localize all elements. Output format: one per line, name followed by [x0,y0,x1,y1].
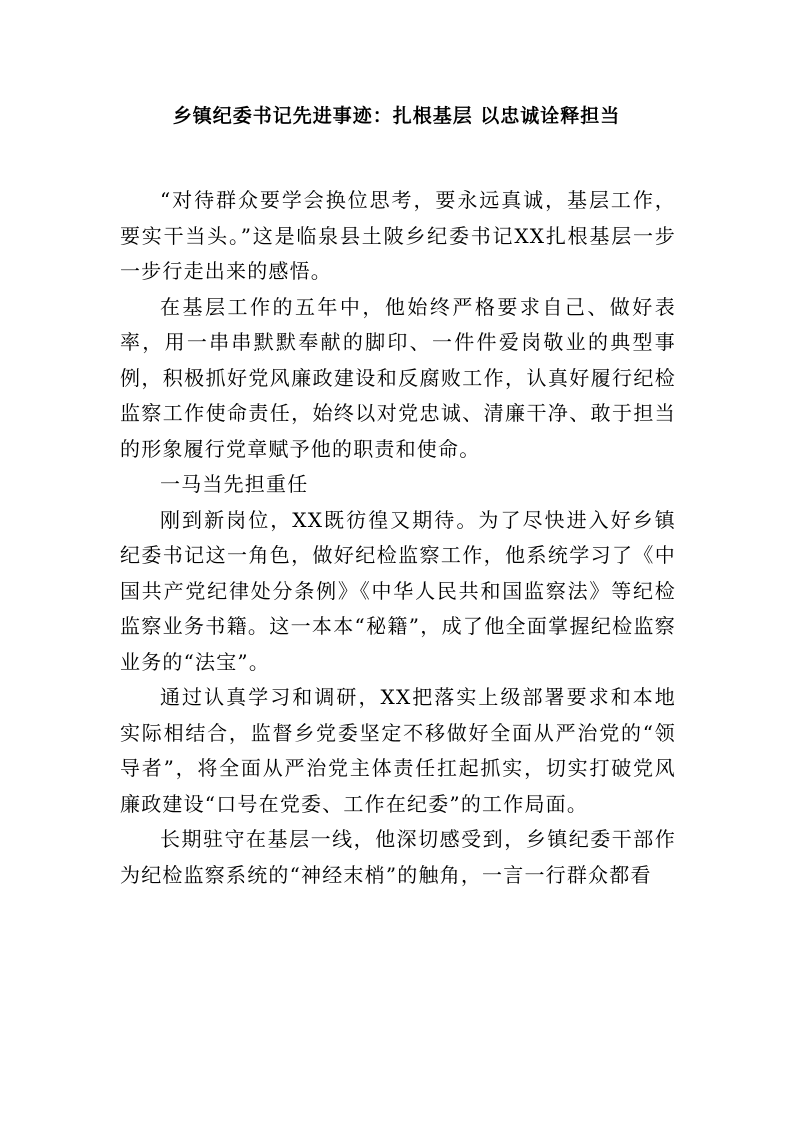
paragraph-frontline: 长期驻守在基层一线，他深切感受到，乡镇纪委干部作为纪检监察系统的“神经末梢”的触角，一言一行群众都看 [120,827,676,887]
section-heading: 一马当先担重任 [160,472,309,496]
document-body [120,183,676,893]
paragraph-new-post: 刚到新岗位，XX既彷徨又期待。为了尽快进入好乡镇纪委书记这一角色，做好纪检监察工作，他系统学习了《中国共产党纪律处分条例》《中华人民共和国监察法》等纪检监察业务书籍。这一本本“秘籍”，成了他全面掌握纪检监察业务的“法宝”。 [120,507,676,674]
paragraph-study-research: 通过认真学习和调研，XX把落实上级部署要求和本地实际相结合，监督乡党委坚定不移做好全面从严治党的“领导者”，将全面从严治党主体责任扛起抓实，切实打破党风廉政建设“口号在党委、工作在纪委”的工作局面。 [120,685,676,816]
document-title: 乡镇纪委书记先进事迹：扎根基层 以忠诚诠释担当 [172,105,621,127]
paragraph-five-years: 在基层工作的五年中，他始终严格要求自己、做好表率，用一串串默默奉献的脚印、一件件爱岗敬业的典型事例，积极抓好党风廉政建设和反腐败工作，认真好履行纪检监察工作使命责任，始终以对党忠诚、清廉干净、敢于担当的形象履行党章赋予他的职责和使命。 [120,294,676,461]
paragraph-intro-quote: “对待群众要学会换位思考，要永远真诚，基层工作，要实干当头。”这是临泉县土陂乡纪委书记XX扎根基层一步一步行走出来的感悟。 [120,188,676,283]
